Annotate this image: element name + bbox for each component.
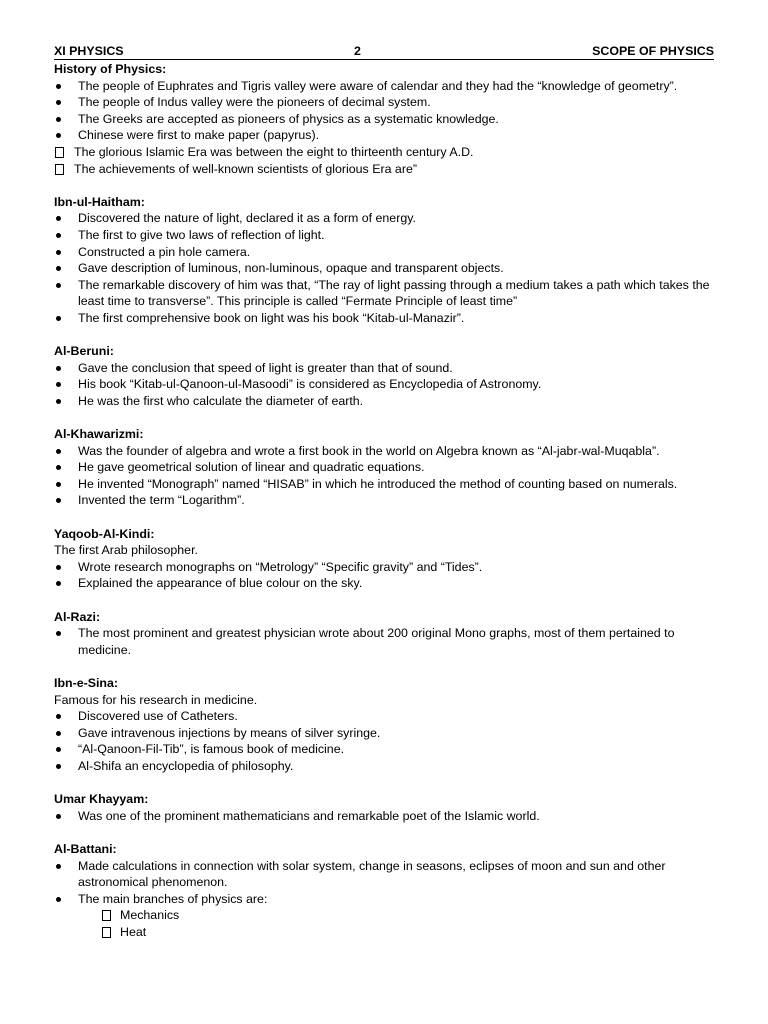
kindi-intro: The first Arab philosopher. <box>54 543 198 558</box>
section-heading-razi: Al-Razi: <box>54 609 101 624</box>
list-item: Discovered use of Catheters. <box>54 708 714 725</box>
branches-sublist <box>54 907 714 940</box>
header-left: XI PHYSICS <box>54 44 124 58</box>
list-item: Al-Shifa an encyclopedia of philosophy. <box>54 758 714 775</box>
list-item: He invented “Monograph” named “HISAB” in which he introduced the method of counting based on numerals. <box>54 476 714 493</box>
list-item: Was the founder of algebra and wrote a first book in the world on Algebra known as “Al-jabr-wal-Muqabla”. <box>54 443 714 460</box>
list-item: The main branches of physics are: <box>54 891 714 908</box>
header-right: SCOPE OF PHYSICS <box>592 44 714 58</box>
list-item: Wrote research monographs on “Metrology” “Specific gravity” and “Tides”. <box>54 559 714 576</box>
list-item: The people of Indus valley were the pioneers of decimal system. <box>54 94 714 111</box>
list-item: Gave intravenous injections by means of silver syringe. <box>54 725 714 742</box>
section-heading-khawarizmi: Al-Khawarizmi: <box>54 427 144 442</box>
section-heading-sina: Ibn-e-Sina: <box>54 675 119 690</box>
razi-list <box>54 625 714 658</box>
list-item: He was the first who calculate the diameter of earth. <box>54 393 714 410</box>
list-item: Explained the appearance of blue colour on the sky. <box>54 575 714 592</box>
list-item: The most prominent and greatest physician wrote about 200 original Mono graphs, most of them pertained to medicine. <box>54 625 714 658</box>
list-item: Discovered the nature of light, declared it as a form of energy. <box>54 210 714 227</box>
history-list <box>54 78 714 178</box>
list-item: Gave description of luminous, non-luminous, opaque and transparent objects. <box>54 260 714 277</box>
haitham-list <box>54 210 714 326</box>
sub-list-item: Heat <box>54 924 714 941</box>
list-item: His book “Kitab-ul-Qanoon-ul-Masoodi” is considered as Encyclopedia of Astronomy. <box>54 376 714 393</box>
khayyam-list <box>54 808 714 825</box>
list-item: The people of Euphrates and Tigris valley were aware of calendar and they had the “knowledge of geometry”. <box>54 78 714 95</box>
list-item: Chinese were first to make paper (papyrus). <box>54 127 714 144</box>
list-item: Constructed a pin hole camera. <box>54 244 714 261</box>
list-item: The first to give two laws of reflection of light. <box>54 227 714 244</box>
beruni-list <box>54 360 714 410</box>
section-heading-battani: Al-Battani: <box>54 841 117 856</box>
list-item: Made calculations in connection with solar system, change in seasons, eclipses of moon and sun and other astronomical phenomenon. <box>54 858 714 891</box>
list-item: The Greeks are accepted as pioneers of physics as a systematic knowledge. <box>54 111 714 128</box>
section-heading-haitham: Ibn-ul-Haitham: <box>54 194 145 209</box>
list-item: The glorious Islamic Era was between the eight to thirteenth century A.D. <box>54 144 714 161</box>
khawarizmi-list <box>54 443 714 509</box>
list-item: The remarkable discovery of him was that, “The ray of light passing through a medium takes a path which takes the least time to transverse”. This principle is called “Fermate Principle of least time” <box>54 277 714 310</box>
battani-list <box>54 858 714 908</box>
page-number: 2 <box>354 44 361 58</box>
list-item: Gave the conclusion that speed of light is greater than that of sound. <box>54 360 714 377</box>
section-heading-beruni: Al-Beruni: <box>54 344 114 359</box>
sina-intro: Famous for his research in medicine. <box>54 692 258 707</box>
list-item: Invented the term “Logarithm”. <box>54 492 714 509</box>
kindi-list <box>54 559 714 592</box>
section-heading-history: History of Physics: <box>54 62 167 76</box>
sub-list-item: Mechanics <box>54 907 714 924</box>
list-item: He gave geometrical solution of linear and quadratic equations. <box>54 459 714 476</box>
list-item: The first comprehensive book on light was his book “Kitab-ul-Manazir”. <box>54 310 714 327</box>
section-heading-khayyam: Umar Khayyam: <box>54 792 149 807</box>
section-heading-kindi: Yaqoob-Al-Kindi: <box>54 526 155 541</box>
list-item: Was one of the prominent mathematicians and remarkable poet of the Islamic world. <box>54 808 714 825</box>
page-header <box>54 44 714 60</box>
list-item: The achievements of well-known scientists of glorious Era are” <box>54 161 714 178</box>
sina-list <box>54 708 714 774</box>
list-item: “Al-Qanoon-Fil-Tib”, is famous book of medicine. <box>54 741 714 758</box>
